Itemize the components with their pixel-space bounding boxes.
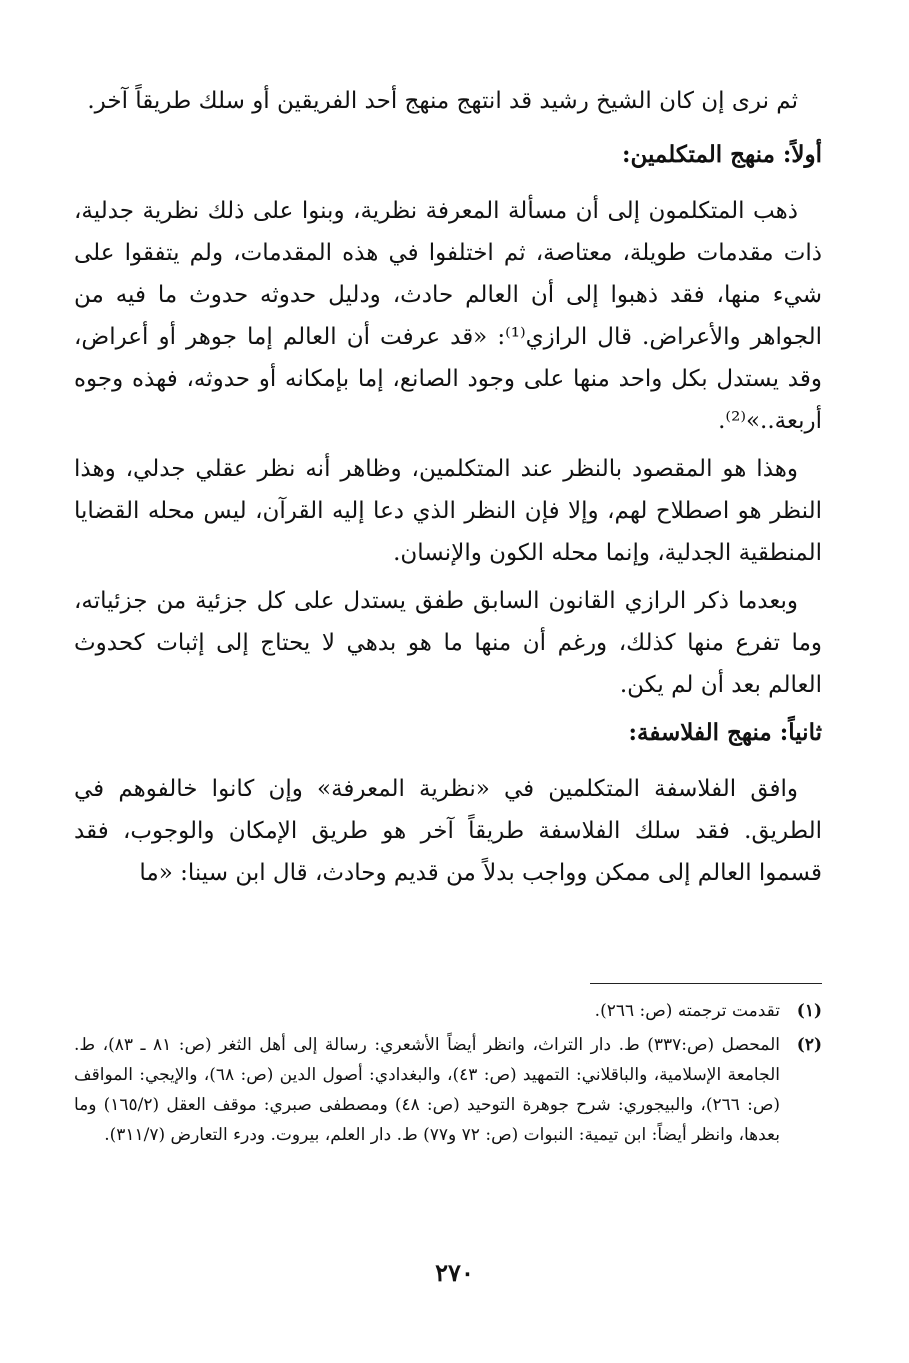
footnote-text: تقدمت ترجمته (ص: ٢٦٦). [594, 1001, 780, 1021]
section-heading-mutakallimin: أولاً: منهج المتكلمين: [621, 141, 822, 168]
footnote-number: (٢) [796, 1035, 822, 1055]
paragraph-falasifa-1: وافق الفلاسفة المتكلمين في «نظرية المعرفة» وإن كانوا خالفوهم في الطريق. فقد سلك الفلاسفة طريقاً آخر هو طريق الإمكان والوجوب، فقد قسموا العالم إلى ممكن وواجب بدلاً من قديم وحادث، قال ابن سينا: «ما [74, 776, 822, 886]
intro-paragraph: ثم نرى إن كان الشيخ رشيد قد انتهج منهج أحد الفريقين أو سلك طريقاً آخر. [87, 88, 798, 114]
main-text [74, 80, 822, 900]
footnote-number: (١) [796, 1001, 822, 1021]
footnotes [74, 996, 822, 1154]
paragraph-mutakallimin-3: وبعدما ذكر الرازي القانون السابق طفق يستدل على كل جزئية من جزئياته، وما تفرع منها كذلك، ورغم أن منها ما هو بدهي لا يحتاج إلى إثبات كحدوث العالم بعد أن لم يكن. [74, 588, 822, 698]
footnote-divider [590, 983, 822, 984]
paragraph-mutakallimin-1: ذهب المتكلمون إلى أن مسألة المعرفة نظرية، وبنوا على ذلك نظرية جدلية، ذات مقدمات طويلة، معتاصة، ثم اختلفوا في هذه المقدمات، ولم يتفقوا على شيء منها، فقد ذهبوا إلى أن العالم حادث، ودليل حدوثه حدوث ما فيه من الجواهر والأعراض. قال الرازي⁽¹⁾: «قد عرفت أن العالم إما جوهر أو أعراض، وقد يستدل بكل واحد منها على وجود الصانع، إما بإمكانه أو حدوثه، فهذه وجوه أربعة..»⁽²⁾. [74, 198, 822, 434]
paragraph-mutakallimin-2: وهذا هو المقصود بالنظر عند المتكلمين، وظاهر أنه نظر عقلي جدلي، وهذا النظر هو اصطلاح لهم، وإلا فإن النظر الذي دعا إليه القرآن، ليس محله القضايا المنطقية الجدلية، وإنما محله الكون والإنسان. [74, 456, 822, 566]
footnote-item [74, 1030, 822, 1150]
footnote-item [74, 996, 822, 1026]
footnote-text: المحصل (ص:٣٣٧) ط. دار التراث، وانظر أيضاً الأشعري: رسالة إلى أهل الثغر (ص: ٨١ ـ ٨٣)، ط. الجامعة الإسلامية، والباقلاني: التمهيد (ص: ٤٣)، والبغدادي: أصول الدين (ص: ٦٨)، والإيجي: المواقف (ص: ٢٦٦)، والبيجوري: شرح جوهرة التوحيد (ص: ٤٨) ومصطفى صبري: موقف العقل (١٦٥/٢) وما بعدها، وانظر أيضاً: ابن تيمية: النبوات (ص: ٧٢ و٧٧) ط. دار العلم، بيروت. ودرء التعارض (٣١١/٧). [74, 1035, 781, 1145]
page-number: ٢٧٠ [435, 1258, 474, 1287]
section-heading-falasifa: ثانياً: منهج الفلاسفة: [628, 719, 822, 746]
